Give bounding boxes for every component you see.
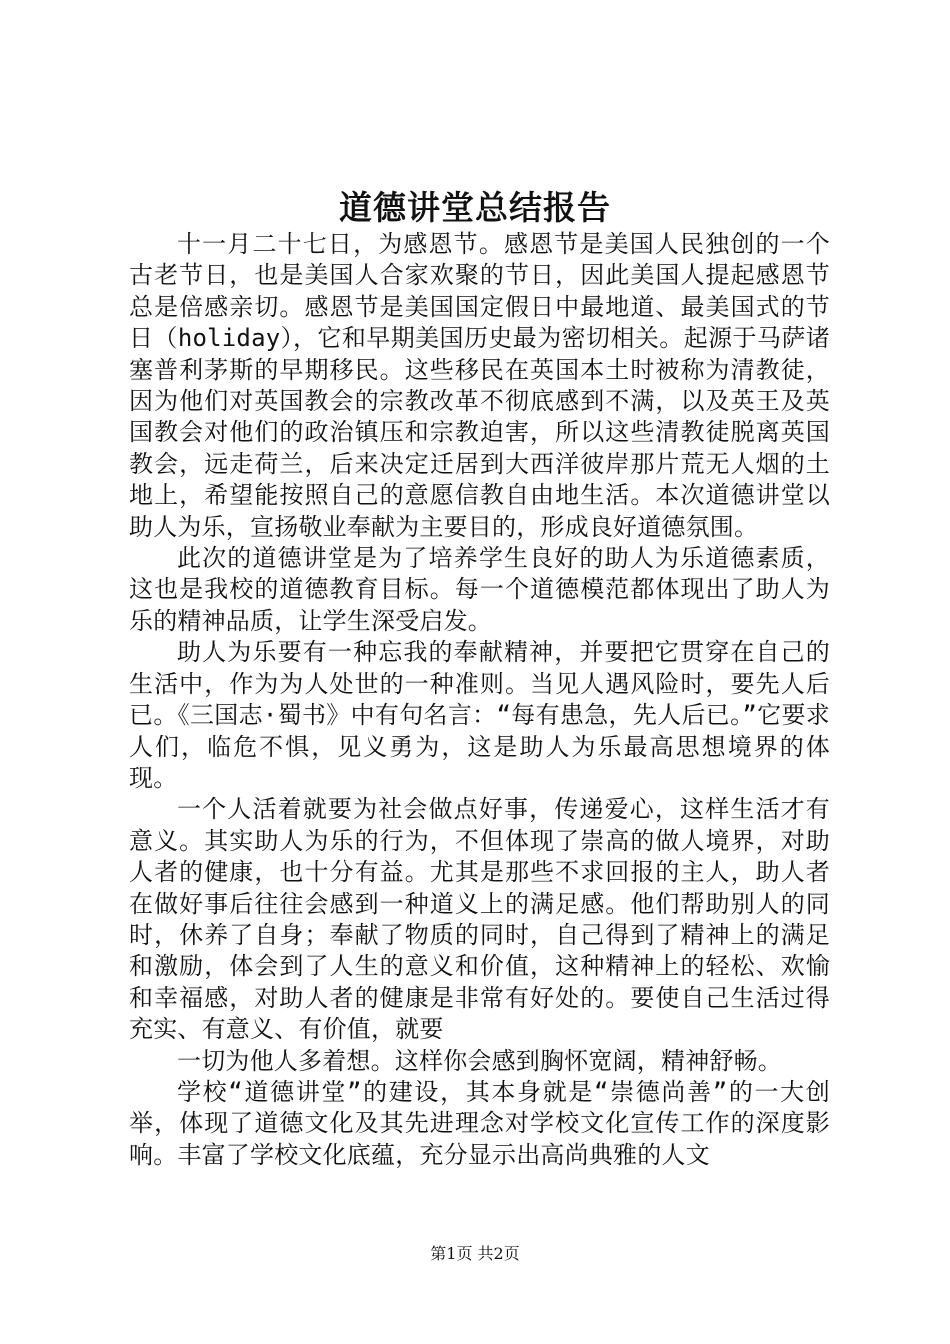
paragraph: 一个人活着就要为社会做点好事，传递爱心，这样生活才有意义。其实助人为乐的行为，不但体现了崇高的做人境界，对助人者的健康，也十分有益。尤其是那些不求回报的主人，助人者在做好事后往往会感到一种道义上的满足感。他们帮助别人的同时，休养了自身；奉献了物质的同时，自己得到了精神上的满足和激励，体会到了人生的意义和价值，这种精神上的轻松、欢愉和幸福感，对助人者的健康是非常有好处的。要使自己生活过得充实、有意义、有价值，就要 (129, 795, 830, 1044)
paragraph: 一切为他人多着想。这样你会感到胸怀宽阔，精神舒畅。 (177, 1046, 782, 1075)
paragraph: 学校“道德讲堂”的建设，其本身就是“崇德尚善”的一大创举，体现了道德文化及其先进理念对学校文化宣传工作的深度影响。丰富了学校文化底蕴，充分显示出高尚典雅的人文 (129, 1077, 830, 1169)
paragraph: 助人为乐要有一种忘我的奉献精神，并要把它贯穿在自己的生活中，作为为人处世的一种准则。当见人遇风险时，要先人后已。《三国志·蜀书》中有句名言：“每有患急，先人后已。”它要求人们，临危不惧，见义勇为，这是助人为乐最高思想境界的体现。 (129, 638, 830, 792)
page-number-footer: 第1页 共2页 (430, 1244, 520, 1263)
paragraph: 此次的道德讲堂是为了培养学生良好的助人为乐道德素质，这也是我校的道德教育目标。每一个道德模范都体现出了助人为乐的精神品质，让学生深受启发。 (129, 544, 830, 635)
document-body (129, 229, 830, 1171)
document-title: 道德讲堂总结报告 (339, 188, 611, 227)
paragraph: 十一月二十七日，为感恩节。感恩节是美国人民独创的一个古老节日，也是美国人合家欢聚的节日，因此美国人提起感恩节总是倍感亲切。感恩节是美国国定假日中最地道、最美国式的节日（holiday），它和早期美国历史最为密切相关。起源于马萨诸塞普利茅斯的早期移民。这些移民在英国本土时被称为清教徒，因为他们对英国教会的宗教改革不彻底感到不满，以及英王及英国教会对他们的政治镇压和宗教迫害，所以这些清教徒脱离英国教会，远走荷兰，后来决定迁居到大西洋彼岸那片荒无人烟的土地上，希望能按照自己的意愿信教自由地生活。本次道德讲堂以助人为乐，宣扬敬业奉献为主要目的，形成良好道德氛围。 (129, 230, 830, 541)
